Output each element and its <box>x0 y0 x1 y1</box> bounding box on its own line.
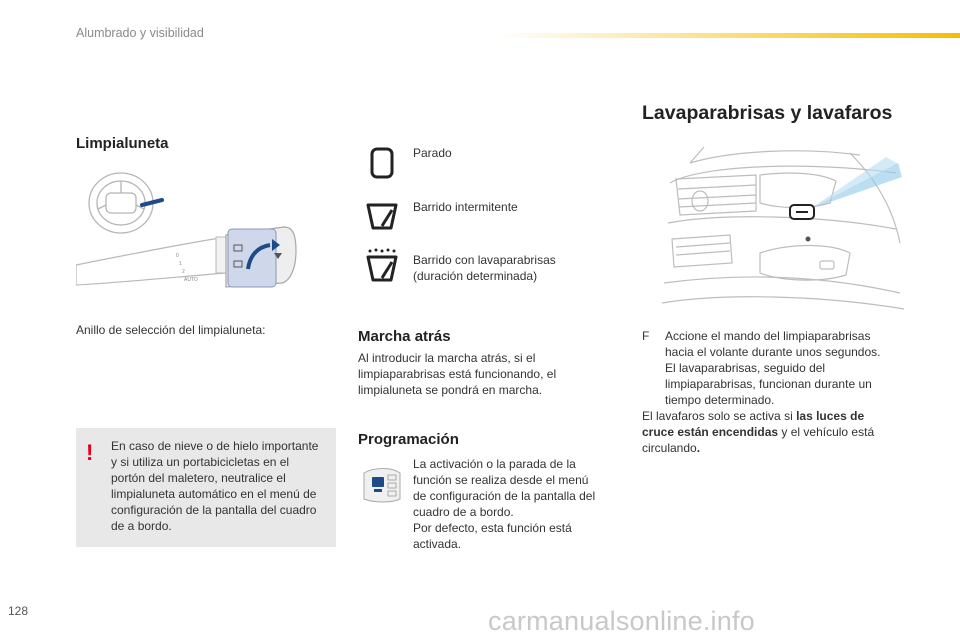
warning-line: En caso de nieve o de hielo importante <box>111 439 319 453</box>
programacion-text <box>413 456 608 552</box>
rear-wiper-intermittent-icon <box>364 198 400 234</box>
rear-wiper-off-icon <box>364 145 400 181</box>
stalk-mark-auto: AUTO <box>184 277 198 283</box>
car-front-headlamp-washer-illustration <box>660 143 905 311</box>
bullet-marker: F <box>642 329 650 343</box>
section-title: Alumbrado y visibilidad <box>76 26 204 40</box>
header-accent-line <box>495 33 960 38</box>
warning-line: limpialuneta automático en el menú de <box>111 487 317 501</box>
stalk-mark-0: 0 <box>176 253 179 259</box>
wiper-stalk-icon <box>76 227 296 287</box>
text-line: El lavaparabrisas, seguido del <box>665 361 826 375</box>
mode-label-line: (duración determinada) <box>413 269 538 283</box>
mode-label-line: Barrido con lavaparabrisas <box>413 253 556 267</box>
watermark: carmanualsonline.info <box>488 606 755 636</box>
note-bold: las luces de <box>796 409 865 423</box>
text-line: Al introducir la marcha atrás, si el <box>358 351 536 365</box>
text-line: Accione el mando del limpiaparabrisas <box>665 329 871 343</box>
note-text: y el vehículo está <box>778 425 875 439</box>
stalk-mark-2: 2 <box>182 269 185 275</box>
wiper-stalk-illustration <box>76 165 298 315</box>
text-line: hacia el volante durante unos segundos. <box>665 345 881 359</box>
text-line: La activación o la parada de la <box>413 457 576 471</box>
selector-ring-caption: Anillo de selección del limpialuneta: <box>76 323 266 337</box>
text-line: activada. <box>413 537 462 551</box>
text-line: limpiaparabrisas, funcionan durante un <box>665 377 872 391</box>
text-line: tiempo determinado. <box>665 393 775 407</box>
note-text: El lavafaros solo se activa si <box>642 409 797 423</box>
text-line: función se realiza desde el menú <box>413 473 589 487</box>
warning-exclamation-icon: ! <box>86 440 94 465</box>
marcha-atras-text <box>358 350 603 398</box>
text-line: cuadro de a bordo. <box>413 505 514 519</box>
warning-text <box>111 438 331 534</box>
warning-line: de a bordo. <box>111 519 172 533</box>
page-number: 128 <box>8 604 29 618</box>
programacion-heading: Programación <box>358 431 459 448</box>
limpialuneta-heading: Limpialuneta <box>76 135 169 152</box>
text-line <box>642 440 900 456</box>
lavafaros-note <box>642 408 900 456</box>
text-line: Por defecto, esta función está <box>413 521 572 535</box>
note-text: circulando <box>642 441 697 455</box>
lavaparabrisas-heading: Lavaparabrisas y lavafaros <box>642 102 893 124</box>
text-line: de configuración de la pantalla del <box>413 489 596 503</box>
text-line: limpiaparabrisas está funcionando, el <box>358 367 557 381</box>
mode-label-wash <box>413 252 556 284</box>
text-line: limpialuneta se pondrá en marcha. <box>358 383 543 397</box>
lavaparabrisas-instructions <box>642 328 902 408</box>
text-line <box>642 424 900 440</box>
marcha-atras-heading: Marcha atrás <box>358 328 451 345</box>
note-bold: cruce están encendidas <box>642 425 779 439</box>
text-line <box>642 408 900 424</box>
mode-label-intermittent: Barrido intermitente <box>413 200 518 214</box>
warning-line: configuración de la pantalla del cuadro <box>111 503 317 517</box>
stalk-mark-1: 1 <box>179 261 182 267</box>
warning-line: y si utiliza un portabicicletas en el <box>111 455 290 469</box>
config-display-icon <box>360 465 404 505</box>
mode-label-parado: Parado <box>413 146 452 160</box>
warning-line: portón del maletero, neutralice el <box>111 471 286 485</box>
note-bold: . <box>696 441 701 455</box>
rear-wiper-wash-icon <box>364 248 400 284</box>
